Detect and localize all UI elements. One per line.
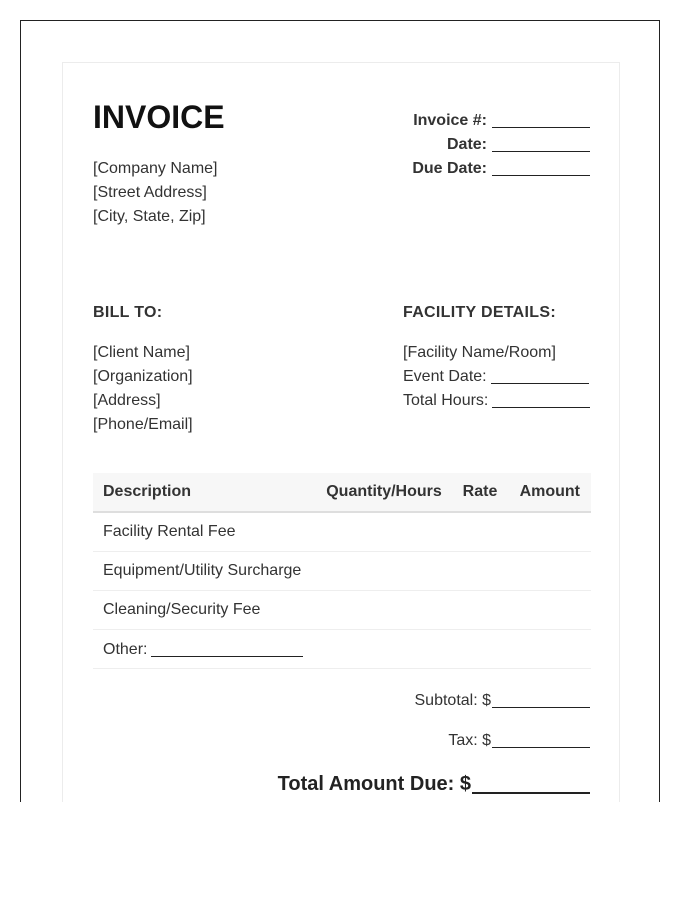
line-item-quantity <box>316 552 452 591</box>
tax-row <box>278 729 590 769</box>
facility-details-heading: FACILITY DETAILS: <box>403 304 556 321</box>
invoice-number-blank <box>492 110 590 128</box>
invoice-meta <box>412 109 590 181</box>
line-item-description: Facility Rental Fee <box>93 512 316 552</box>
line-item-quantity <box>316 591 452 630</box>
table-row <box>93 591 591 630</box>
column-header-description: Description <box>93 473 316 512</box>
client-organization: [Organization] <box>93 368 193 385</box>
line-item-rate <box>452 630 508 669</box>
bill-to-details <box>93 341 193 437</box>
client-name: [Client Name] <box>93 344 190 361</box>
total-hours-blank <box>492 390 590 408</box>
company-name: [Company Name] <box>93 160 218 177</box>
other-blank <box>151 640 303 657</box>
due-date-row <box>412 157 590 181</box>
subtotal-label: Subtotal: $ <box>414 692 491 709</box>
company-street: [Street Address] <box>93 184 207 201</box>
event-date-label: Event Date: <box>403 368 487 385</box>
date-blank <box>492 134 590 152</box>
column-header-rate: Rate <box>452 473 508 512</box>
line-item-quantity <box>316 512 452 552</box>
company-city: [City, State, Zip] <box>93 208 206 225</box>
client-contact: [Phone/Email] <box>93 416 193 433</box>
client-address: [Address] <box>93 392 161 409</box>
event-date-blank <box>491 366 589 384</box>
tax-blank <box>492 730 590 748</box>
line-item-rate <box>452 591 508 630</box>
due-date-blank <box>492 158 590 176</box>
event-date-row <box>403 365 590 389</box>
other-label: Other: <box>103 640 148 658</box>
invoice-number-row <box>412 109 590 133</box>
line-item-amount <box>508 591 591 630</box>
company-address <box>93 157 218 229</box>
line-item-rate <box>452 552 508 591</box>
line-item-description-other <box>93 630 316 669</box>
date-row <box>412 133 590 157</box>
subtotal-blank <box>492 690 590 708</box>
line-item-amount <box>508 512 591 552</box>
tax-label: Tax: $ <box>448 732 491 749</box>
facility-details <box>403 341 590 413</box>
total-due-blank <box>472 772 590 794</box>
table-header-row <box>93 473 591 512</box>
bill-to-heading: BILL TO: <box>93 304 163 321</box>
line-item-description: Equipment/Utility Surcharge <box>93 552 316 591</box>
line-item-quantity <box>316 630 452 669</box>
line-item-amount <box>508 552 591 591</box>
table-row <box>93 552 591 591</box>
total-due-label: Total Amount Due: $ <box>277 773 471 795</box>
column-header-amount: Amount <box>508 473 591 512</box>
total-due-row <box>278 771 590 797</box>
facility-name: [Facility Name/Room] <box>403 344 556 361</box>
table-row <box>93 512 591 552</box>
line-item-rate <box>452 512 508 552</box>
line-item-amount <box>508 630 591 669</box>
invoice-sheet <box>62 62 620 802</box>
total-hours-label: Total Hours: <box>403 392 489 409</box>
date-label: Date: <box>446 136 487 153</box>
invoice-title: INVOICE <box>93 99 225 135</box>
line-item-description: Cleaning/Security Fee <box>93 591 316 630</box>
table-row <box>93 630 591 669</box>
totals-section <box>278 689 590 797</box>
line-items-table <box>93 473 591 669</box>
total-hours-row <box>403 389 590 413</box>
column-header-quantity: Quantity/Hours <box>316 473 452 512</box>
due-date-label: Due Date: <box>412 160 487 177</box>
document-frame <box>20 20 660 802</box>
invoice-number-label: Invoice #: <box>413 112 487 129</box>
subtotal-row <box>278 689 590 729</box>
